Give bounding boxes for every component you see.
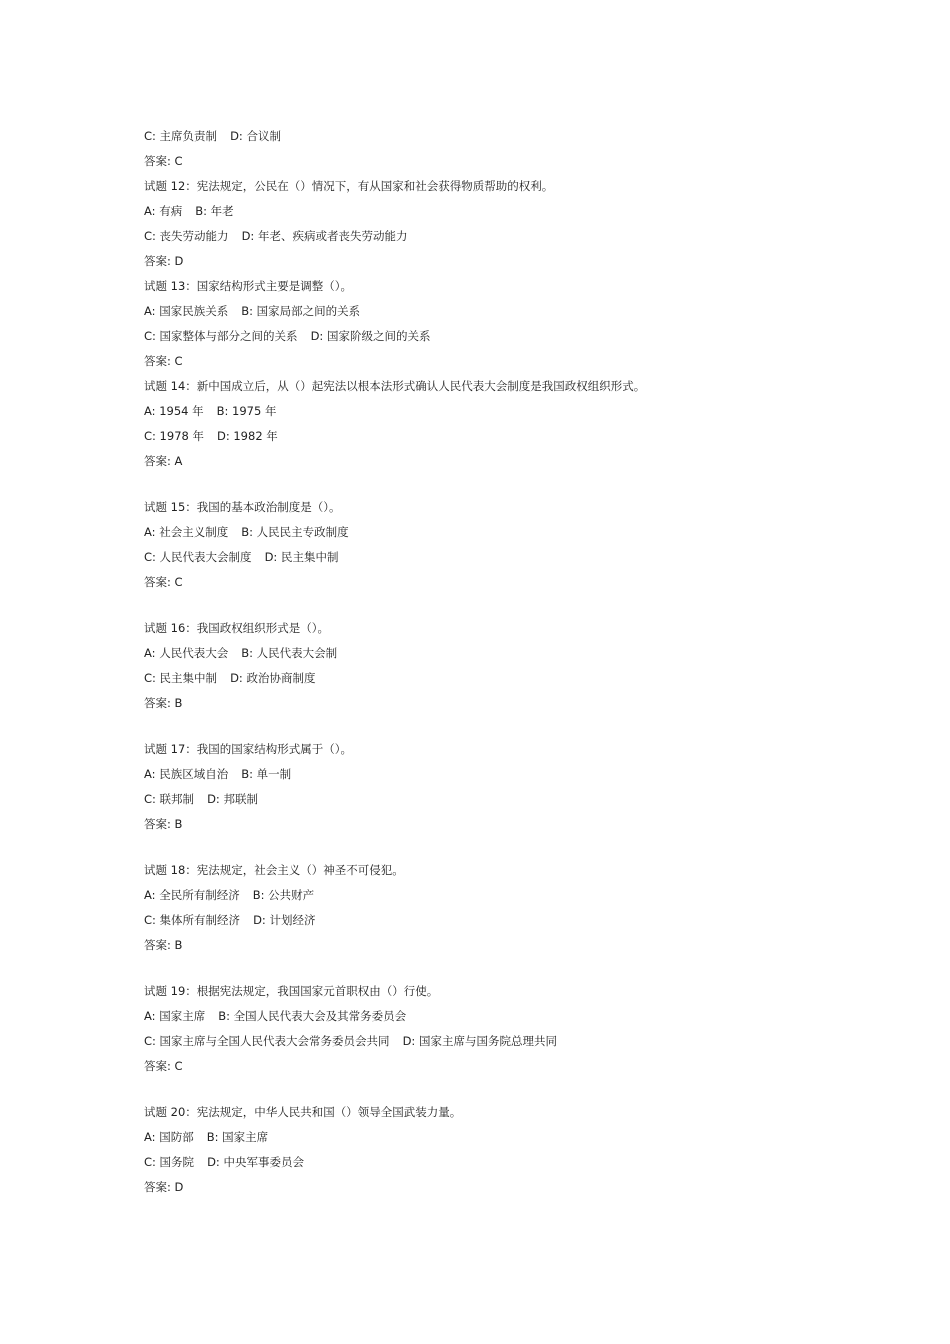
question-text: 试题 15：我国的基本政治制度是（）。 [144, 500, 341, 514]
option-text: B: 公共财产 [252, 888, 315, 902]
answer-text: 答案: B [144, 938, 183, 952]
option-row [144, 643, 864, 668]
block-spacer [144, 839, 864, 860]
question-text: 试题 16：我国政权组织形式是（）。 [144, 621, 330, 635]
option-text: A: 国家主席 [144, 1009, 206, 1023]
option-text: D: 邦联制 [207, 792, 258, 806]
option-text: C: 国家整体与部分之间的关系 [144, 329, 298, 343]
option-row [144, 910, 864, 935]
option-text: B: 国家局部之间的关系 [241, 304, 361, 318]
option-text: D: 计划经济 [253, 913, 316, 927]
option-text: A: 1954 年 [144, 404, 204, 418]
option-text: B: 1975 年 [216, 404, 277, 418]
option-row [144, 789, 864, 814]
option-row [144, 401, 864, 426]
option-text: A: 有病 [144, 204, 183, 218]
answer-text: 答案: B [144, 817, 183, 831]
option-text: A: 人民代表大会 [144, 646, 229, 660]
option-row [144, 1006, 864, 1031]
question-text: 试题 17：我国的国家结构形式属于（）。 [144, 742, 353, 756]
option-row [144, 1031, 864, 1056]
question-block [144, 176, 864, 276]
option-text: C: 丧失劳动能力 [144, 229, 229, 243]
option-row [144, 885, 864, 910]
question-block [144, 739, 864, 860]
option-text: C: 国家主席与全国人民代表大会常务委员会共同 [144, 1034, 390, 1048]
option-text: C: 民主集中制 [144, 671, 218, 685]
option-row [144, 426, 864, 451]
question-text: 试题 14：新中国成立后，从（）起宪法以根本法形式确认人民代表大会制度是我国政权组织形式。 [144, 379, 646, 393]
option-row [144, 301, 864, 326]
question-block [144, 126, 864, 176]
option-text: D: 政治协商制度 [230, 671, 316, 685]
option-row [144, 1152, 864, 1177]
option-text: D: 国家阶级之间的关系 [310, 329, 431, 343]
question-block [144, 618, 864, 739]
option-text: D: 民主集中制 [264, 550, 339, 564]
option-row [144, 126, 864, 151]
question-block [144, 497, 864, 618]
option-text: B: 人民代表大会制 [241, 646, 338, 660]
question-text: 试题 13：国家结构形式主要是调整（）。 [144, 279, 353, 293]
question-text: 试题 12：宪法规定，公民在（）情况下，有从国家和社会获得物质帮助的权利。 [144, 179, 554, 193]
answer-text: 答案: D [144, 1180, 184, 1194]
question-text: 试题 18：宪法规定，社会主义（）神圣不可侵犯。 [144, 863, 404, 877]
option-text: D: 国家主席与国务院总理共同 [402, 1034, 557, 1048]
option-text: A: 国防部 [144, 1130, 194, 1144]
question-text: 试题 19：根据宪法规定，我国国家元首职权由（）行使。 [144, 984, 439, 998]
option-text: D: 中央军事委员会 [207, 1155, 304, 1169]
option-row [144, 764, 864, 789]
option-row [144, 522, 864, 547]
option-row [144, 226, 864, 251]
block-spacer [144, 1081, 864, 1102]
option-text: B: 单一制 [241, 767, 292, 781]
block-spacer [144, 718, 864, 739]
option-text: A: 全民所有制经济 [144, 888, 240, 902]
option-text: D: 合议制 [230, 129, 281, 143]
block-spacer [144, 476, 864, 497]
option-text: A: 民族区域自治 [144, 767, 229, 781]
option-text: C: 联邦制 [144, 792, 195, 806]
question-block [144, 376, 864, 497]
option-row [144, 326, 864, 351]
answer-text: 答案: B [144, 696, 183, 710]
option-text: B: 年老 [195, 204, 234, 218]
option-text: C: 主席负责制 [144, 129, 218, 143]
question-block [144, 860, 864, 981]
option-row [144, 1127, 864, 1152]
answer-text: 答案: C [144, 1059, 183, 1073]
question-block [144, 981, 864, 1102]
block-spacer [144, 960, 864, 981]
question-block [144, 276, 864, 376]
option-text: B: 国家主席 [206, 1130, 269, 1144]
block-spacer [144, 597, 864, 618]
answer-text: 答案: C [144, 575, 183, 589]
question-text: 试题 20：宪法规定，中华人民共和国（）领导全国武装力量。 [144, 1105, 462, 1119]
option-text: C: 集体所有制经济 [144, 913, 241, 927]
question-block [144, 1102, 864, 1202]
option-text: B: 人民民主专政制度 [241, 525, 349, 539]
answer-text: 答案: A [144, 454, 183, 468]
option-text: D: 1982 年 [216, 429, 278, 443]
answer-text: 答案: C [144, 154, 183, 168]
option-text: C: 国务院 [144, 1155, 195, 1169]
question-list [144, 126, 864, 1202]
answer-text: 答案: D [144, 254, 184, 268]
option-text: A: 国家民族关系 [144, 304, 229, 318]
option-text: B: 全国人民代表大会及其常务委员会 [218, 1009, 407, 1023]
option-row [144, 201, 864, 226]
option-text: C: 人民代表大会制度 [144, 550, 252, 564]
option-row [144, 668, 864, 693]
option-row [144, 547, 864, 572]
option-text: D: 年老、疾病或者丧失劳动能力 [241, 229, 408, 243]
answer-text: 答案: C [144, 354, 183, 368]
option-text: A: 社会主义制度 [144, 525, 229, 539]
option-text: C: 1978 年 [144, 429, 204, 443]
